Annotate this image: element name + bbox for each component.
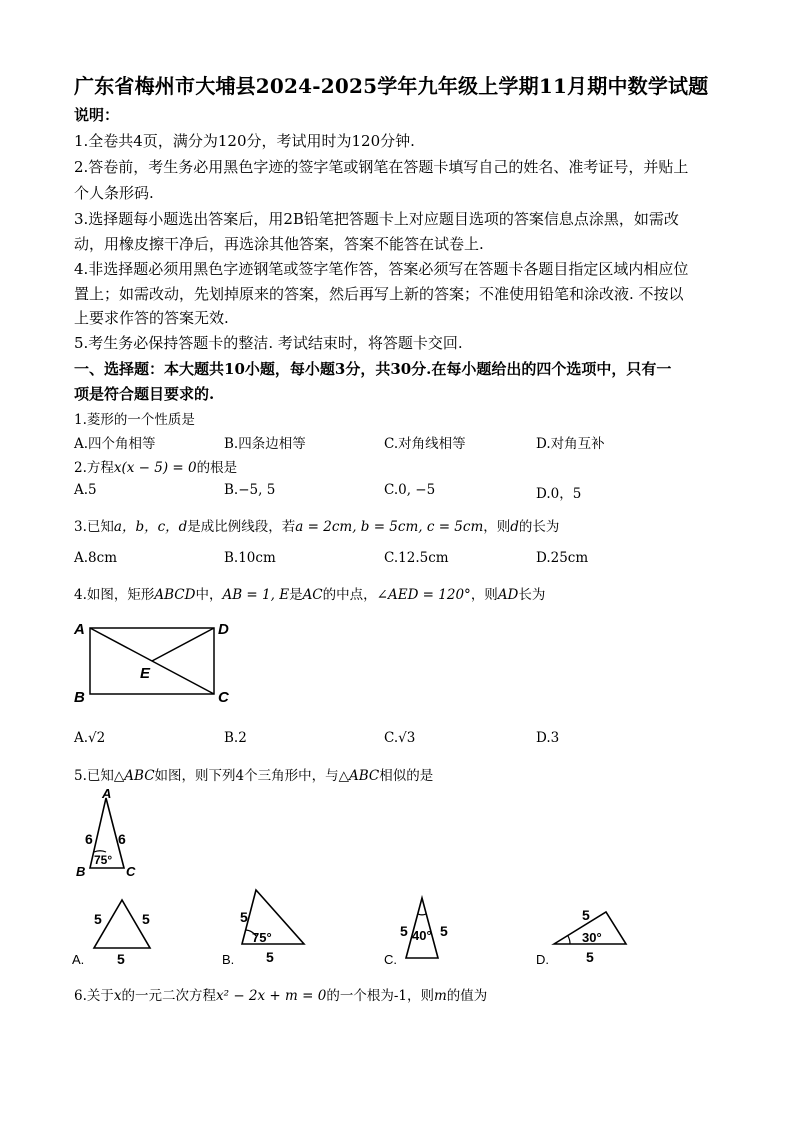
q4-label-c: C [218,689,229,706]
q6-x: x [113,988,122,1004]
q4-stem-pre: 4.如图，矩形 [74,587,155,603]
q5-opt-b-side: 5 [266,949,274,965]
instruction-line: 个人条形码. [74,184,154,202]
q5-stem-pre: 5.已知 [74,768,114,784]
q1-option-b: B.四条边相等 [224,436,306,452]
q2-equation: x(x − 5) = 0 [113,460,197,476]
q2-stem-post: 的根是 [196,460,238,476]
q5-option-b-figure[interactable] [222,884,322,968]
q6-stem-pre: 6.关于 [74,988,114,1004]
q2-option-c: C.0, −5 [384,482,436,498]
q5-opt-c-label: C. [384,952,397,967]
q2-option-d: D.0，5 [536,486,582,502]
q1-option-d: D.对角互补 [536,436,605,452]
q5-opt-c-angle: 40° [412,928,432,943]
instruction-line: 1.全卷共4页，满分为120分，考试用时为120分钟. [74,132,415,150]
q5-angle: 75° [94,853,113,867]
q5-opt-a-side: 5 [94,911,102,927]
q5-opt-b-angle: 75° [252,930,272,945]
instructions-heading: 说明： [74,106,120,124]
q5-tri1: △ABC [113,768,155,784]
q2-stem-pre: 2.方程 [74,460,114,476]
q6-m: m [433,988,447,1004]
q4-rect: ABCD [154,587,196,603]
question-2-stem [74,456,237,476]
q4-option-d: D.3 [536,730,560,746]
q4-label-b: B [74,689,85,706]
instruction-line: 动，用橡皮擦干净后，再选涂其他答案，答案不能答在试卷上. [74,235,484,253]
q4-rectangle-figure [70,614,240,712]
instruction-line: 2.答卷前，考生务必用黑色字迹的签字笔或钢笔在答题卡填写自己的姓名、准考证号，并贴上 [74,158,689,176]
q1-option-c: C.对角线相等 [384,436,466,452]
q3-condition: a = 2cm, b = 5cm, c = 5cm [295,519,484,535]
q3-var-d: d [510,519,519,535]
q5-label-a: A [102,786,112,801]
q5-tri2: △ABC [338,768,380,784]
instruction-line: 3.选择题每小题选出答案后，用2B铅笔把答题卡上对应题目选项的答案信息点涂黑，如需改 [74,210,679,228]
q4-ad: AD [497,587,519,603]
q4-stem-post: 长为 [518,587,546,603]
q5-opt-c-side: 5 [400,923,408,939]
q5-stem-mid: 如图，则下列4个三角形中，与 [154,768,339,784]
q5-opt-d-side: 5 [582,907,590,923]
q5-opt-a-label: A. [72,952,85,967]
q3-stem-pre: 3.已知 [74,519,114,535]
q6-stem-mid: 的一元二次方程 [121,988,217,1004]
q5-option-d-figure[interactable] [536,900,636,968]
q3-option-b: B.10cm [224,550,276,566]
section-heading: 一、选择题：本大题共10小题，每小题3分，共30分.在每小题给出的四个选项中，只有一 [74,360,672,378]
q4-option-b: B.2 [224,730,247,746]
q5-main-triangle [72,786,152,882]
q1-option-a: A.四个角相等 [74,436,156,452]
q5-opt-a-side: 5 [117,951,125,967]
question-1-stem: 1.菱形的一个性质是 [74,412,195,428]
question-4-stem [74,583,545,603]
q2-option-b: B.−5, 5 [224,482,276,498]
instruction-line: 上要求作答的答案无效. [74,309,229,327]
q3-stem-mid: 是成比例线段，若 [187,519,296,535]
q4-stem-mid3: 的中点， [322,587,377,603]
q4-label-d: D [218,621,229,638]
q4-cond1: AB = 1, E [222,587,290,603]
q5-opt-b-side: 5 [240,909,248,925]
q6-stem-mid2: 的一个根为-1，则 [326,988,434,1004]
q4-option-a: A.√2 [74,730,106,746]
q5-option-a-figure[interactable] [72,892,172,968]
q4-stem-mid4: ，则 [470,587,498,603]
q3-option-a: A.8cm [74,550,117,566]
question-5-stem [74,764,433,784]
q5-stem-post: 相似的是 [379,768,434,784]
q5-opt-d-angle: 30° [582,930,602,945]
q4-cond2: ∠AED = 120° [376,587,471,603]
instruction-line: 置上；如需改动，先划掉原来的答案，然后再写上新的答案；不准使用铅笔和涂改液. 不按以 [74,285,684,303]
q5-opt-d-label: D. [536,952,549,967]
q3-stem-post: 的长为 [518,519,560,535]
q3-option-d: D.25cm [536,550,589,566]
question-3-stem [74,515,559,535]
q5-side-left: 6 [85,831,93,847]
page-title: 广东省梅州市大埔县2024-2025学年九年级上学期11月期中数学试题 [74,74,709,98]
q3-vars: a，b，c，d [113,519,188,535]
q4-label-a: A [74,621,85,638]
q5-option-c-figure[interactable] [380,892,470,968]
instruction-line: 5.考生务必保持答题卡的整洁. 考试结束时，将答题卡交回. [74,334,463,352]
q4-ac: AC [302,587,323,603]
q3-option-c: C.12.5cm [384,550,449,566]
q5-opt-d-side: 5 [586,949,594,965]
q4-option-c: C.√3 [384,730,416,746]
q4-stem-mid: 中， [195,587,223,603]
q5-label-b: B [76,864,86,879]
q5-opt-b-label: B. [222,952,235,967]
q2-option-a: A.5 [74,482,97,498]
q6-stem-post: 的值为 [446,988,488,1004]
q6-equation: x² − 2x + m = 0 [216,988,327,1004]
q5-opt-c-side: 5 [440,923,448,939]
q5-label-c: C [126,864,136,879]
q4-label-e: E [140,665,151,682]
section-heading: 项是符合题目要求的. [74,385,215,403]
q4-stem-mid2: 是 [289,587,303,603]
q5-side-right: 6 [118,831,126,847]
question-6-stem [74,984,487,1004]
q3-stem-mid2: ，则 [483,519,511,535]
instruction-line: 4.非选择题必须用黑色字迹钢笔或签字笔作答，答案必须写在答题卡各题目指定区域内相应位 [74,260,689,278]
q5-opt-a-side: 5 [142,911,150,927]
